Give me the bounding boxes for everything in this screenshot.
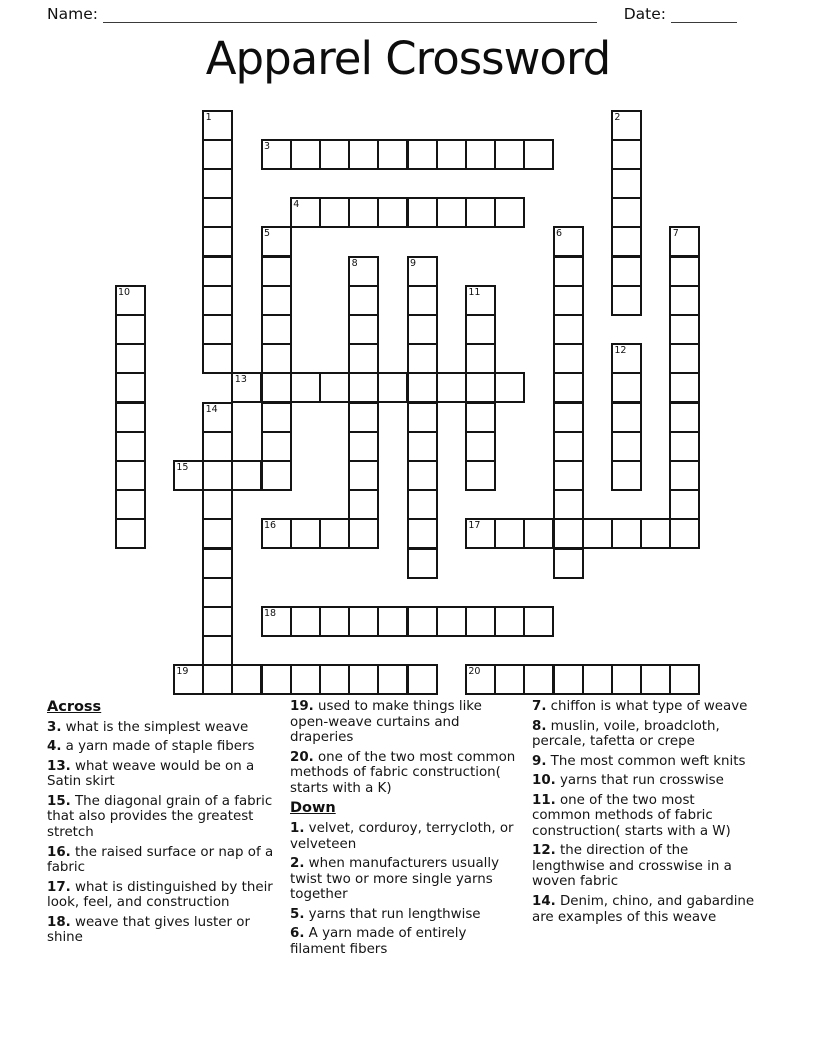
crossword-cell[interactable] [202, 314, 233, 345]
cell-number: 17 [468, 520, 481, 532]
crossword-cell[interactable] [407, 460, 438, 491]
crossword-cell[interactable] [407, 285, 438, 316]
crossword-cell[interactable] [348, 343, 379, 374]
crossword-cell[interactable] [494, 518, 525, 549]
name-date-row [0, 0, 816, 23]
clue-number: 19. [290, 699, 314, 714]
crossword-cell[interactable] [348, 402, 379, 433]
crossword-cell[interactable] [377, 197, 408, 228]
crossword-cell[interactable] [611, 402, 642, 433]
crossword-cell[interactable] [261, 285, 292, 316]
crossword-cell[interactable] [553, 664, 584, 695]
crossword-cell[interactable] [553, 226, 584, 257]
crossword-cell[interactable] [669, 664, 700, 695]
clue: 18. weave that gives luster or shine [47, 914, 251, 946]
crossword-cell[interactable] [465, 343, 496, 374]
crossword-cell[interactable] [202, 226, 233, 257]
clue-column [47, 699, 290, 961]
crossword-cell[interactable] [202, 285, 233, 316]
crossword-cell[interactable] [611, 168, 642, 199]
cell-number: 20 [468, 666, 481, 678]
crossword-cell[interactable] [611, 372, 642, 403]
clue: 11. one of the two most common methods of fabric construction( starts with a W) [532, 792, 731, 839]
clue-number: 8. [532, 718, 547, 734]
crossword-cell[interactable] [407, 139, 438, 170]
crossword-cell[interactable] [465, 518, 496, 549]
clue-number: 3. [47, 719, 62, 735]
crossword-cell[interactable] [669, 256, 700, 287]
clue-number: 13. [47, 758, 71, 774]
clue: 10. yarns that run crosswise [532, 773, 724, 789]
crossword-cell[interactable] [465, 431, 496, 462]
crossword-cell[interactable] [173, 460, 204, 491]
crossword-cell[interactable] [669, 372, 700, 403]
crossword-cell[interactable] [407, 343, 438, 374]
cell-number: 8 [351, 257, 358, 269]
cell-number: 16 [264, 520, 277, 532]
crossword-cell[interactable] [348, 314, 379, 345]
crossword-cell[interactable] [290, 606, 321, 637]
crossword-cell[interactable] [202, 460, 233, 491]
clue-number: 15. [47, 793, 71, 809]
crossword-cell[interactable] [115, 343, 146, 374]
clue-number: 7. [532, 699, 547, 714]
crossword-cell[interactable] [523, 518, 554, 549]
crossword-cell[interactable] [523, 664, 554, 695]
crossword-cell[interactable] [348, 285, 379, 316]
clue-number: 16. [47, 844, 71, 860]
crossword-cell[interactable] [261, 226, 292, 257]
name-write-line[interactable] [103, 5, 597, 23]
crossword-cell[interactable] [115, 489, 146, 520]
crossword-cell[interactable] [407, 518, 438, 549]
crossword-cell[interactable] [465, 139, 496, 170]
crossword-cell[interactable] [465, 314, 496, 345]
crossword-cell[interactable] [115, 431, 146, 462]
crossword-cell[interactable] [319, 664, 350, 695]
cell-number: 9 [410, 257, 417, 269]
crossword-cell[interactable] [436, 197, 467, 228]
crossword-cell[interactable] [436, 139, 467, 170]
crossword-cell[interactable] [115, 285, 146, 316]
crossword-cell[interactable] [319, 197, 350, 228]
crossword-cell[interactable] [436, 372, 467, 403]
cell-number: 3 [264, 140, 271, 152]
crossword-cell[interactable] [290, 197, 321, 228]
crossword-cell[interactable] [669, 489, 700, 520]
crossword-cell[interactable] [494, 606, 525, 637]
crossword-cell[interactable] [261, 343, 292, 374]
crossword-cell[interactable] [348, 518, 379, 549]
crossword-cell[interactable] [348, 197, 379, 228]
crossword-cell[interactable] [202, 635, 233, 666]
crossword-cell[interactable] [407, 314, 438, 345]
crossword-cell[interactable] [553, 343, 584, 374]
clue-section [0, 699, 816, 961]
clue: 17. what is distinguished by their look, feel, and construction [47, 879, 273, 911]
crossword-cell[interactable] [202, 197, 233, 228]
crossword-cell[interactable] [494, 139, 525, 170]
crossword-cell[interactable] [465, 285, 496, 316]
clue-column [290, 699, 532, 961]
clue: 5. yarns that run lengthwise [290, 906, 481, 922]
crossword-cell[interactable] [261, 431, 292, 462]
clue: 19. used to make things like open-weave curtains and draperies [290, 699, 482, 746]
page-title: Apparel Crossword [205, 32, 611, 85]
crossword-cell[interactable] [261, 518, 292, 549]
crossword-cell[interactable] [465, 372, 496, 403]
clue-number: 12. [532, 843, 556, 859]
crossword-cell[interactable] [319, 606, 350, 637]
cell-number: 10 [118, 286, 131, 298]
crossword-cell[interactable] [553, 285, 584, 316]
crossword-cell[interactable] [669, 460, 700, 491]
crossword-cell[interactable] [115, 518, 146, 549]
crossword-cell[interactable] [290, 139, 321, 170]
crossword-cell[interactable] [407, 606, 438, 637]
cell-number: 13 [234, 374, 247, 386]
crossword-cell[interactable] [669, 226, 700, 257]
crossword-cell[interactable] [553, 402, 584, 433]
crossword-cell[interactable] [202, 664, 233, 695]
clue-section-header: Down [290, 800, 336, 817]
cell-number: 14 [205, 403, 218, 415]
crossword-cell[interactable] [553, 548, 584, 579]
clue: 6. A yarn made of entirely filament fibers [290, 926, 467, 957]
crossword-cell[interactable] [465, 606, 496, 637]
date-label: Date: [623, 5, 666, 23]
crossword-cell[interactable] [348, 606, 379, 637]
crossword-cell[interactable] [553, 314, 584, 345]
crossword-cell[interactable] [611, 197, 642, 228]
crossword-cell[interactable] [202, 577, 233, 608]
crossword-cell[interactable] [261, 372, 292, 403]
crossword-cell[interactable] [611, 460, 642, 491]
crossword-cell[interactable] [669, 343, 700, 374]
clue-number: 20. [290, 749, 314, 765]
crossword-cell[interactable] [611, 431, 642, 462]
crossword-cell[interactable] [231, 460, 262, 491]
crossword-cell[interactable] [348, 139, 379, 170]
crossword-cell[interactable] [640, 664, 671, 695]
crossword-cell[interactable] [202, 518, 233, 549]
crossword-cell[interactable] [611, 664, 642, 695]
crossword-cell[interactable] [202, 343, 233, 374]
crossword-cell[interactable] [611, 285, 642, 316]
crossword-cell[interactable] [348, 489, 379, 520]
crossword-cell[interactable] [611, 110, 642, 141]
clue: 9. The most common weft knits [532, 753, 746, 769]
cell-number: 5 [264, 228, 271, 240]
clue-column [532, 699, 768, 961]
clue: 8. muslin, voile, broadcloth, percale, tafetta or crepe [532, 718, 720, 750]
clue: 20. one of the two most common methods of fabric construction( starts with a K) [290, 749, 516, 796]
clue-number: 11. [532, 792, 556, 808]
crossword-cell[interactable] [202, 402, 233, 433]
crossword-cell[interactable] [553, 431, 584, 462]
cell-number: 12 [614, 345, 627, 357]
crossword-cell[interactable] [553, 256, 584, 287]
crossword-cell[interactable] [290, 664, 321, 695]
crossword-cell[interactable] [202, 256, 233, 287]
crossword-cell[interactable] [348, 372, 379, 403]
crossword-cell[interactable] [407, 256, 438, 287]
crossword-cell[interactable] [582, 518, 613, 549]
crossword-cell[interactable] [261, 139, 292, 170]
crossword-cell[interactable] [115, 402, 146, 433]
name-label: Name: [47, 5, 98, 23]
crossword-cell[interactable] [261, 664, 292, 695]
clue-number: 17. [47, 879, 71, 895]
clue-number: 2. [290, 856, 305, 872]
crossword-cell[interactable] [611, 343, 642, 374]
crossword-cell[interactable] [319, 139, 350, 170]
clue-number: 18. [47, 914, 71, 930]
cell-number: 19 [176, 666, 189, 678]
clue: 4. a yarn made of staple fibers [47, 739, 255, 755]
crossword-cell[interactable] [202, 110, 233, 141]
cell-number: 1 [205, 111, 212, 123]
crossword-cell[interactable] [348, 431, 379, 462]
cell-number: 11 [468, 286, 481, 298]
clue: 16. the raised surface or nap of a fabric [47, 844, 274, 876]
crossword-cell[interactable] [611, 256, 642, 287]
clue: 14. Denim, chino, and gabardine are examples of this weave [532, 894, 755, 925]
cell-number: 4 [293, 199, 300, 211]
crossword-cell[interactable] [611, 226, 642, 257]
crossword-cell[interactable] [202, 606, 233, 637]
crossword-cell[interactable] [640, 518, 671, 549]
crossword-cell[interactable] [115, 460, 146, 491]
cell-number: 2 [614, 111, 621, 123]
clue-number: 14. [532, 894, 556, 910]
clue: 3. what is the simplest weave [47, 719, 249, 735]
crossword-cell[interactable] [669, 518, 700, 549]
crossword-cell[interactable] [115, 372, 146, 403]
crossword-cell[interactable] [173, 664, 204, 695]
crossword-cell[interactable] [669, 431, 700, 462]
crossword-cell[interactable] [523, 606, 554, 637]
clue: 7. chiffon is what type of weave [532, 699, 748, 714]
cell-number: 15 [176, 461, 189, 473]
crossword-cell[interactable] [553, 489, 584, 520]
cell-number: 18 [264, 607, 277, 619]
crossword-cell[interactable] [553, 372, 584, 403]
crossword-cell[interactable] [319, 372, 350, 403]
crossword-cell[interactable] [669, 285, 700, 316]
crossword-cell[interactable] [348, 664, 379, 695]
crossword-cell[interactable] [202, 489, 233, 520]
clue-number: 10. [532, 773, 556, 789]
crossword-cell[interactable] [290, 518, 321, 549]
crossword-cell[interactable] [261, 256, 292, 287]
clue: 1. velvet, corduroy, terrycloth, or velveteen [290, 820, 514, 852]
clue-section-header: Across [47, 699, 102, 715]
crossword-cell[interactable] [465, 460, 496, 491]
crossword-cell[interactable] [494, 197, 525, 228]
crossword-cell[interactable] [231, 664, 262, 695]
crossword-cell[interactable] [465, 664, 496, 695]
clue-number: 5. [290, 906, 305, 922]
cell-number: 6 [556, 228, 563, 240]
crossword-cell[interactable] [611, 139, 642, 170]
crossword-cell[interactable] [407, 548, 438, 579]
crossword-cell[interactable] [582, 664, 613, 695]
crossword-cell[interactable] [202, 431, 233, 462]
crossword-cell[interactable] [377, 664, 408, 695]
clue: 13. what weave would be on a Satin skirt [47, 758, 255, 790]
crossword-cell[interactable] [611, 518, 642, 549]
crossword-cell[interactable] [669, 402, 700, 433]
crossword-cell[interactable] [553, 518, 584, 549]
crossword-cell[interactable] [261, 606, 292, 637]
crossword-cell[interactable] [407, 372, 438, 403]
crossword-cell[interactable] [465, 197, 496, 228]
crossword-cell[interactable] [319, 518, 350, 549]
crossword-cell[interactable] [407, 664, 438, 695]
crossword-cell[interactable] [494, 372, 525, 403]
crossword-cell[interactable] [115, 314, 146, 345]
clue: 12. the direction of the lengthwise and crosswise in a woven fabric [532, 843, 732, 890]
crossword-cell[interactable] [348, 460, 379, 491]
crossword-cell[interactable] [523, 139, 554, 170]
crossword-cell[interactable] [436, 606, 467, 637]
crossword-cell[interactable] [669, 314, 700, 345]
crossword-cell[interactable] [202, 139, 233, 170]
crossword-cell[interactable] [407, 197, 438, 228]
crossword-cell[interactable] [231, 372, 262, 403]
crossword-cell[interactable] [407, 489, 438, 520]
crossword-cell[interactable] [290, 372, 321, 403]
cell-number: 7 [672, 228, 679, 240]
clue-number: 9. [532, 753, 547, 769]
crossword-cell[interactable] [202, 168, 233, 199]
crossword-cell[interactable] [553, 460, 584, 491]
clue-number: 1. [290, 820, 305, 836]
crossword-cell[interactable] [407, 431, 438, 462]
crossword-cell[interactable] [377, 606, 408, 637]
clue: 15. The diagonal grain of a fabric that also provides the greatest stretch [47, 793, 273, 840]
crossword-cell[interactable] [377, 372, 408, 403]
crossword-cell[interactable] [261, 460, 292, 491]
crossword-cell[interactable] [407, 402, 438, 433]
crossword-cell[interactable] [348, 256, 379, 287]
crossword-cell[interactable] [494, 664, 525, 695]
clue: 2. when manufacturers usually twist two or more single yarns together [290, 856, 500, 903]
crossword-cell[interactable] [377, 139, 408, 170]
crossword-cell[interactable] [465, 402, 496, 433]
clue-number: 4. [47, 739, 62, 755]
date-write-line[interactable] [671, 5, 737, 23]
crossword-cell[interactable] [202, 548, 233, 579]
crossword-cell[interactable] [261, 402, 292, 433]
crossword-cell[interactable] [261, 314, 292, 345]
clue-number: 6. [290, 926, 305, 942]
